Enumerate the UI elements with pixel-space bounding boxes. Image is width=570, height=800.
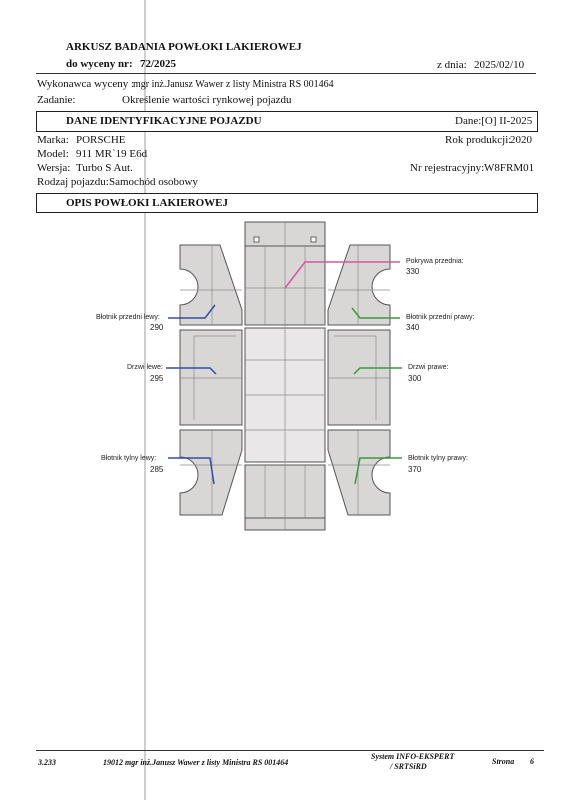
vehicle-type-label: Rodzaj pojazdu: [37,176,109,188]
valuation-no: 72/2025 [140,58,177,70]
left-front-fender-value: 290 [150,323,164,332]
footer-system-line2: / SRTSiRD [390,762,427,771]
hood-label: Pokrywa przednia: [406,258,464,265]
right-door-label: Drzwi prawe: [408,364,449,371]
right-front-fender-panel [328,245,390,325]
left-rear-fender-value: 285 [150,465,164,474]
document-title: ARKUSZ BADANIA POWŁOKI LAKIEROWEJ [66,41,302,53]
left-front-fender-panel [180,245,242,325]
right-rear-fender-panel [328,430,390,515]
header-rule [36,73,536,74]
vehicle-type-value: Samochód osobowy [109,176,198,188]
make-value: PORSCHE [76,134,126,146]
footer-page-label: Strona [492,757,515,766]
right-door-panel [328,330,390,425]
paint-section-title: OPIS POWŁOKI LAKIEROWEJ [66,197,228,209]
right-front-fender-label: Błotnik przedni prawy: [406,314,475,321]
model-value: 911 MR`19 E6d [76,148,148,160]
date-value: 2025/02/10 [474,59,525,71]
year-value: 2020 [510,134,532,146]
headlight-right-marker [311,237,316,242]
footer-system-line1: System INFO-EKSPERT [371,752,455,761]
version-label: Wersja: [37,162,71,174]
footer-rule [36,750,544,751]
left-door-label: Drzwi lewe: [127,364,163,371]
model-label: Model: [37,148,69,160]
registration-label: Nr rejestracyjny: [410,162,485,174]
left-front-fender-label: Błotnik przedni lewy: [96,314,160,321]
hood-value: 330 [406,267,420,276]
right-front-fender-value: 340 [406,323,420,332]
footer-code: 3.233 [38,758,56,767]
task-value: Określenie wartości rynkowej pojazdu [122,94,292,106]
headlight-left-marker [254,237,259,242]
left-rear-fender-panel [180,430,242,515]
left-door-panel [180,330,242,425]
year-label: Rok produkcji: [445,134,512,146]
paint-section-header [36,193,538,213]
left-rear-fender-label: Błotnik tylny lewy: [101,455,157,462]
make-label: Marka: [37,134,69,146]
left-door-value: 295 [150,374,164,383]
registration-value: W8FRM01 [484,162,535,174]
task-label: Zadanie: [37,94,76,106]
performer-label: Wykonawca wyceny : [37,78,135,90]
vehicle-section-header [36,111,538,132]
right-rear-fender-value: 370 [408,465,422,474]
right-door-value: 300 [408,374,422,383]
footer-page-number: 6 [530,757,534,766]
car-body-diagram [0,215,570,545]
data-reference: Dane:[O] II-2025 [455,115,533,127]
valuation-no-label: do wyceny nr: [66,58,133,70]
performer-value: mgr inż.Janusz Wawer z listy Ministra RS 001464 [133,79,334,90]
vehicle-section-title: DANE IDENTYFIKACYJNE POJAZDU [66,115,262,127]
footer-author: 19012 mgr inż.Janusz Wawer z listy Ministra RS 001464 [103,758,289,767]
version-value: Turbo S Aut. [76,162,133,174]
right-rear-fender-label: Błotnik tylny prawy: [408,455,468,462]
date-label: z dnia: [437,59,467,71]
